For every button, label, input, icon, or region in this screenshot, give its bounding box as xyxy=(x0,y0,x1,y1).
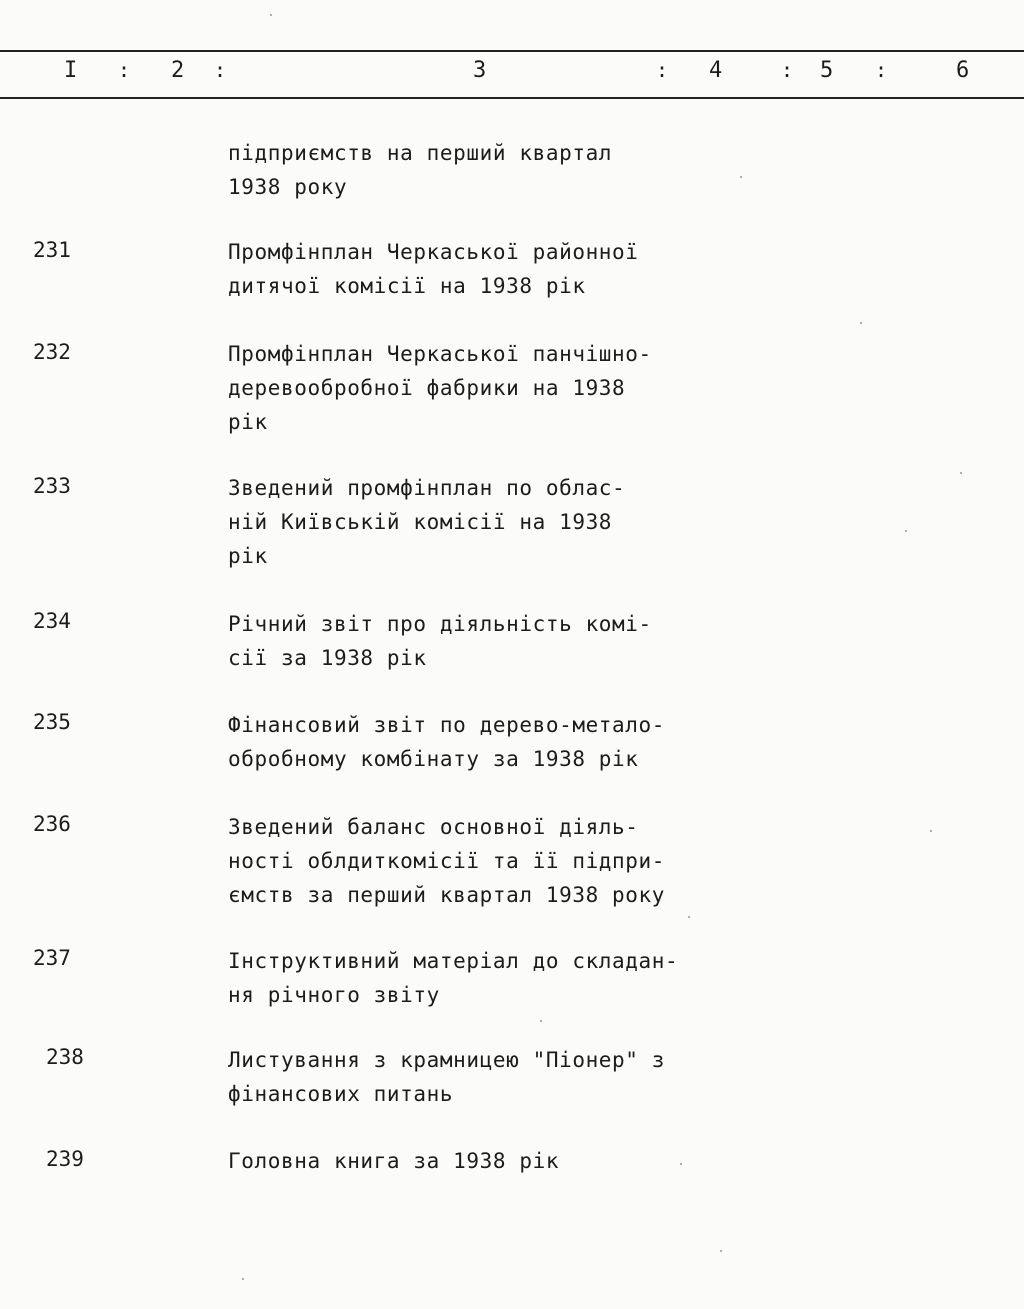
item-title: Листування з крамницею "Піонер" з фінансових питань xyxy=(228,1048,666,1106)
scan-speck xyxy=(688,916,690,918)
scan-speck xyxy=(740,176,742,178)
item-title: Промфінплан Черкаської районної дитячої комісії на 1938 рік xyxy=(228,240,639,298)
scan-speck xyxy=(860,322,862,324)
item-title: Зведений баланс основної діяль- ності облдиткомісії та її підпри- ємств за перший квартал 1938 року xyxy=(228,815,666,907)
scan-speck xyxy=(930,830,932,832)
item-number: 237 xyxy=(33,946,71,970)
header-col-2: 2 xyxy=(171,58,186,83)
header-top-rule xyxy=(0,50,1024,52)
item-number: 233 xyxy=(33,474,71,498)
header-bottom-rule xyxy=(0,97,1024,99)
scan-speck xyxy=(720,1250,722,1252)
header-separator: : xyxy=(118,58,132,82)
header-col-3: 3 xyxy=(473,58,488,83)
scan-speck xyxy=(680,1163,682,1165)
header-separator: : xyxy=(875,58,889,82)
header-col-6: 6 xyxy=(956,58,971,83)
item-title: Зведений промфінплан по облас- ній Київській комісії на 1938 рік xyxy=(228,476,626,568)
header-separator: : xyxy=(656,58,670,82)
item-number: 238 xyxy=(46,1045,84,1069)
scan-speck xyxy=(960,472,962,474)
item-number: 234 xyxy=(33,609,71,633)
header-col-5: 5 xyxy=(820,58,835,83)
item-number: 235 xyxy=(33,710,71,734)
scan-speck xyxy=(270,14,272,16)
item-title: Річний звіт про діяльність комі- сії за 1938 рік xyxy=(228,612,652,670)
item-title: Фінансовий звіт по дерево-метало- обробному комбінату за 1938 рік xyxy=(228,713,666,771)
item-title: Головна книга за 1938 рік xyxy=(228,1149,560,1173)
header-col-4: 4 xyxy=(709,58,724,83)
continuation-title: підприємств на перший квартал 1938 року xyxy=(228,141,613,199)
header-col-1: I xyxy=(64,58,79,83)
header-separator: : xyxy=(781,58,795,82)
item-title: Промфінплан Черкаської панчішно- деревообробної фабрики на 1938 рік xyxy=(228,342,652,434)
item-number: 236 xyxy=(33,812,71,836)
header-separator: : xyxy=(214,58,228,82)
scan-speck xyxy=(242,1278,244,1280)
scan-speck xyxy=(905,530,907,532)
item-number: 232 xyxy=(33,340,71,364)
item-number: 231 xyxy=(33,238,71,262)
scan-speck xyxy=(540,1020,542,1022)
item-title: Інструктивний матеріал до складан- ня річного звіту xyxy=(228,949,679,1007)
item-number: 239 xyxy=(46,1147,84,1171)
